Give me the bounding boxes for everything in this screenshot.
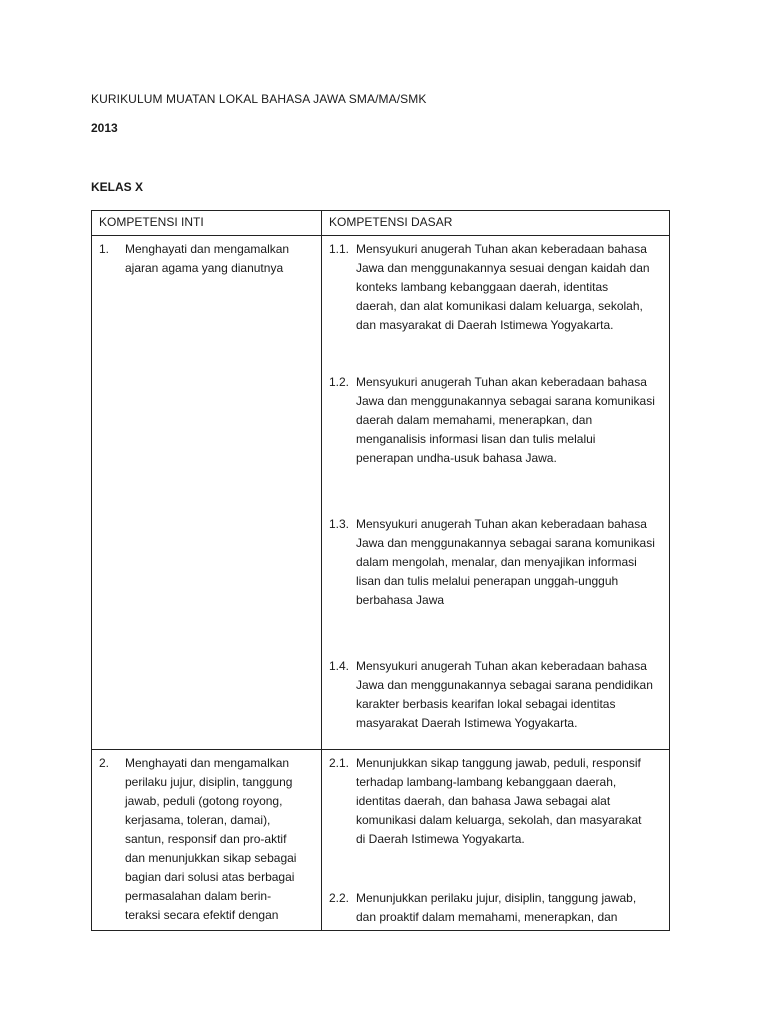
- ki-line: permasalahan dalam berin-: [125, 889, 272, 903]
- kd-number: 1.2.: [329, 375, 350, 389]
- ki-line: bagian dari solusi atas berbagai: [125, 870, 295, 884]
- kd-item: [329, 754, 663, 849]
- kd-item: [329, 373, 663, 468]
- kd-line: dalam mengolah, menalar, dan menyajikan informasi: [356, 555, 637, 569]
- ki-line: teraksi secara efektif dengan: [125, 908, 279, 922]
- header-kompetensi-inti: KOMPETENSI INTI: [92, 211, 322, 236]
- kd-line: daerah dalam memahami, menerapkan, dan: [356, 413, 593, 427]
- ki-line: perilaku jujur, disiplin, tanggung: [125, 775, 293, 789]
- kd-line: Jawa dan menggunakannya sesuai dengan kaidah dan: [356, 261, 650, 275]
- kd-line: dan proaktif dalam memahami, menerapkan, dan: [356, 910, 618, 924]
- class-label: KELAS X: [91, 180, 144, 194]
- ki-cell: [92, 236, 322, 750]
- kd-line: Mensyukuri anugerah Tuhan akan keberadaan bahasa: [356, 242, 647, 256]
- kd-line: Menunjukkan sikap tanggung jawab, peduli, responsif: [356, 756, 641, 770]
- kd-line: daerah, dan alat komunikasi dalam keluarga, sekolah,: [356, 299, 643, 313]
- table-row: [92, 750, 670, 931]
- kd-line: Mensyukuri anugerah Tuhan akan keberadaan bahasa: [356, 517, 647, 531]
- ki-line: ajaran agama yang dianutnya: [125, 261, 284, 275]
- kd-line: masyarakat Daerah Istimewa Yogyakarta.: [356, 716, 578, 730]
- kd-line: terhadap lambang-lambang kebanggaan daerah,: [356, 775, 617, 789]
- kd-line: Jawa dan menggunakannya sebagai sarana komunikasi: [356, 394, 655, 408]
- kd-line: berbahasa Jawa: [356, 593, 445, 607]
- kd-line: lisan dan tulis melalui penerapan unggah-ungguh: [356, 574, 619, 588]
- kd-item: [329, 889, 663, 927]
- kd-line: dan masyarakat di Daerah Istimewa Yogyakarta.: [356, 318, 614, 332]
- kd-line: Menunjukkan perilaku jujur, disiplin, tanggung jawab,: [356, 891, 637, 905]
- kd-line: identitas daerah, dan bahasa Jawa sebagai alat: [356, 794, 611, 808]
- kd-item: [329, 657, 663, 733]
- ki-number: 1.: [99, 242, 110, 256]
- kd-line: konteks lambang kebanggaan daerah, identitas: [356, 280, 609, 294]
- kd-number: 2.2.: [329, 891, 350, 905]
- table-header-row: [92, 211, 670, 236]
- kd-line: Jawa dan menggunakannya sebagai sarana komunikasi: [356, 536, 655, 550]
- table-row: [92, 236, 670, 750]
- kd-cell: [322, 236, 670, 750]
- document-title: KURIKULUM MUATAN LOKAL BAHASA JAWA SMA/MA/SMK: [91, 92, 427, 106]
- ki-line: kerjasama, toleran, damai),: [125, 813, 271, 827]
- kd-line: menganalisis informasi lisan dan tulis melalui: [356, 432, 596, 446]
- kd-number: 2.1.: [329, 756, 350, 770]
- kd-number: 1.1.: [329, 242, 350, 256]
- kd-line: penerapan undha-usuk bahasa Jawa.: [356, 451, 557, 465]
- kd-line: Mensyukuri anugerah Tuhan akan keberadaan bahasa: [356, 375, 647, 389]
- kd-number: 1.3.: [329, 517, 350, 531]
- ki-cell: [92, 750, 322, 931]
- header-kompetensi-dasar: KOMPETENSI DASAR: [322, 211, 670, 236]
- kd-number: 1.4.: [329, 659, 350, 673]
- kd-item: [329, 240, 663, 335]
- ki-line: dan menunjukkan sikap sebagai: [125, 851, 297, 865]
- kd-line: karakter berbasis kearifan lokal sebagai identitas: [356, 697, 616, 711]
- ki-line: santun, responsif dan pro-aktif: [125, 832, 287, 846]
- kd-line: Jawa dan menggunakannya sebagai sarana pendidikan: [356, 678, 653, 692]
- competency-table: [91, 210, 670, 931]
- kd-line: di Daerah Istimewa Yogyakarta.: [356, 832, 525, 846]
- ki-line: jawab, peduli (gotong royong,: [125, 794, 283, 808]
- document-year: 2013: [91, 121, 118, 135]
- ki-line: Menghayati dan mengamalkan: [125, 242, 290, 256]
- kd-cell: [322, 750, 670, 931]
- kd-line: Mensyukuri anugerah Tuhan akan keberadaan bahasa: [356, 659, 647, 673]
- ki-number: 2.: [99, 756, 110, 770]
- kd-line: komunikasi dalam keluarga, sekolah, dan masyarakat: [356, 813, 642, 827]
- ki-line: Menghayati dan mengamalkan: [125, 756, 290, 770]
- kd-item: [329, 515, 663, 610]
